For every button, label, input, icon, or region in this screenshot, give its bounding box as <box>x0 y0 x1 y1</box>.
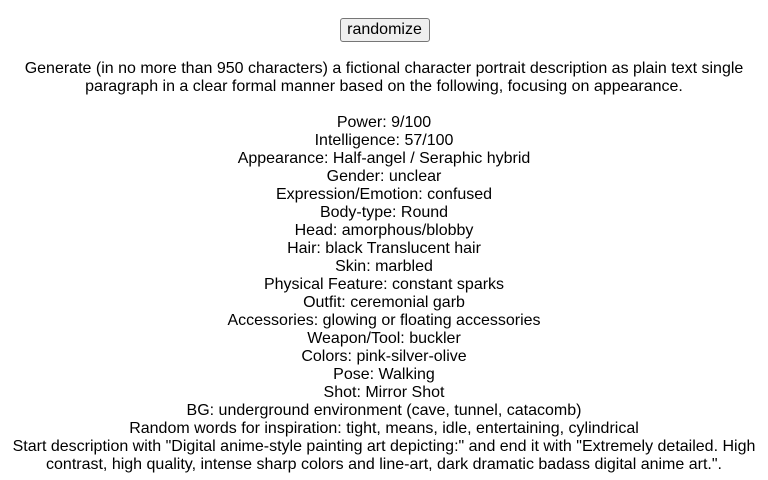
attr-outfit: Outfit: ceremonial garb <box>303 294 465 311</box>
prompt-text <box>9 42 759 474</box>
prompt-closing: Start description with "Digital anime-style painting art depicting:" and end it with "Extremely detailed. High contrast, high quality, intense sharp colors and line-art, dark dramatic badass digital anime art.". <box>12 438 756 473</box>
attr-weapon-tool: Weapon/Tool: buckler <box>307 330 461 347</box>
attr-physical-feature: Physical Feature: constant sparks <box>263 276 505 293</box>
attr-skin: Skin: marbled <box>335 258 433 275</box>
attr-appearance: Appearance: Half-angel / Seraphic hybrid <box>237 150 531 167</box>
attr-accessories: Accessories: glowing or floating accessories <box>227 312 541 329</box>
attr-colors: Colors: pink-silver-olive <box>301 348 467 365</box>
spacer <box>9 96 759 114</box>
attr-intelligence: Intelligence: 57/100 <box>314 132 454 149</box>
attr-pose: Pose: Walking <box>333 366 435 383</box>
attr-random-words: Random words for inspiration: tight, means, idle, entertaining, cylindrical <box>129 420 639 437</box>
attr-body-type: Body-type: Round <box>319 204 449 221</box>
attr-expression: Expression/Emotion: confused <box>275 186 493 203</box>
attr-shot: Shot: Mirror Shot <box>323 384 445 401</box>
attr-head: Head: amorphous/blobby <box>294 222 474 239</box>
attr-hair: Hair: black Translucent hair <box>287 240 481 257</box>
toolbar <box>0 0 768 42</box>
attr-gender: Gender: unclear <box>326 168 442 185</box>
prompt-intro: Generate (in no more than 950 characters) a fictional character portrait description as plain text single paragraph in a clear formal manner based on the following, focusing on appearance. <box>24 60 744 95</box>
attr-power: Power: 9/100 <box>336 114 432 131</box>
attr-background: BG: underground environment (cave, tunnel, catacomb) <box>186 402 582 419</box>
randomize-button[interactable]: randomize <box>340 18 430 42</box>
